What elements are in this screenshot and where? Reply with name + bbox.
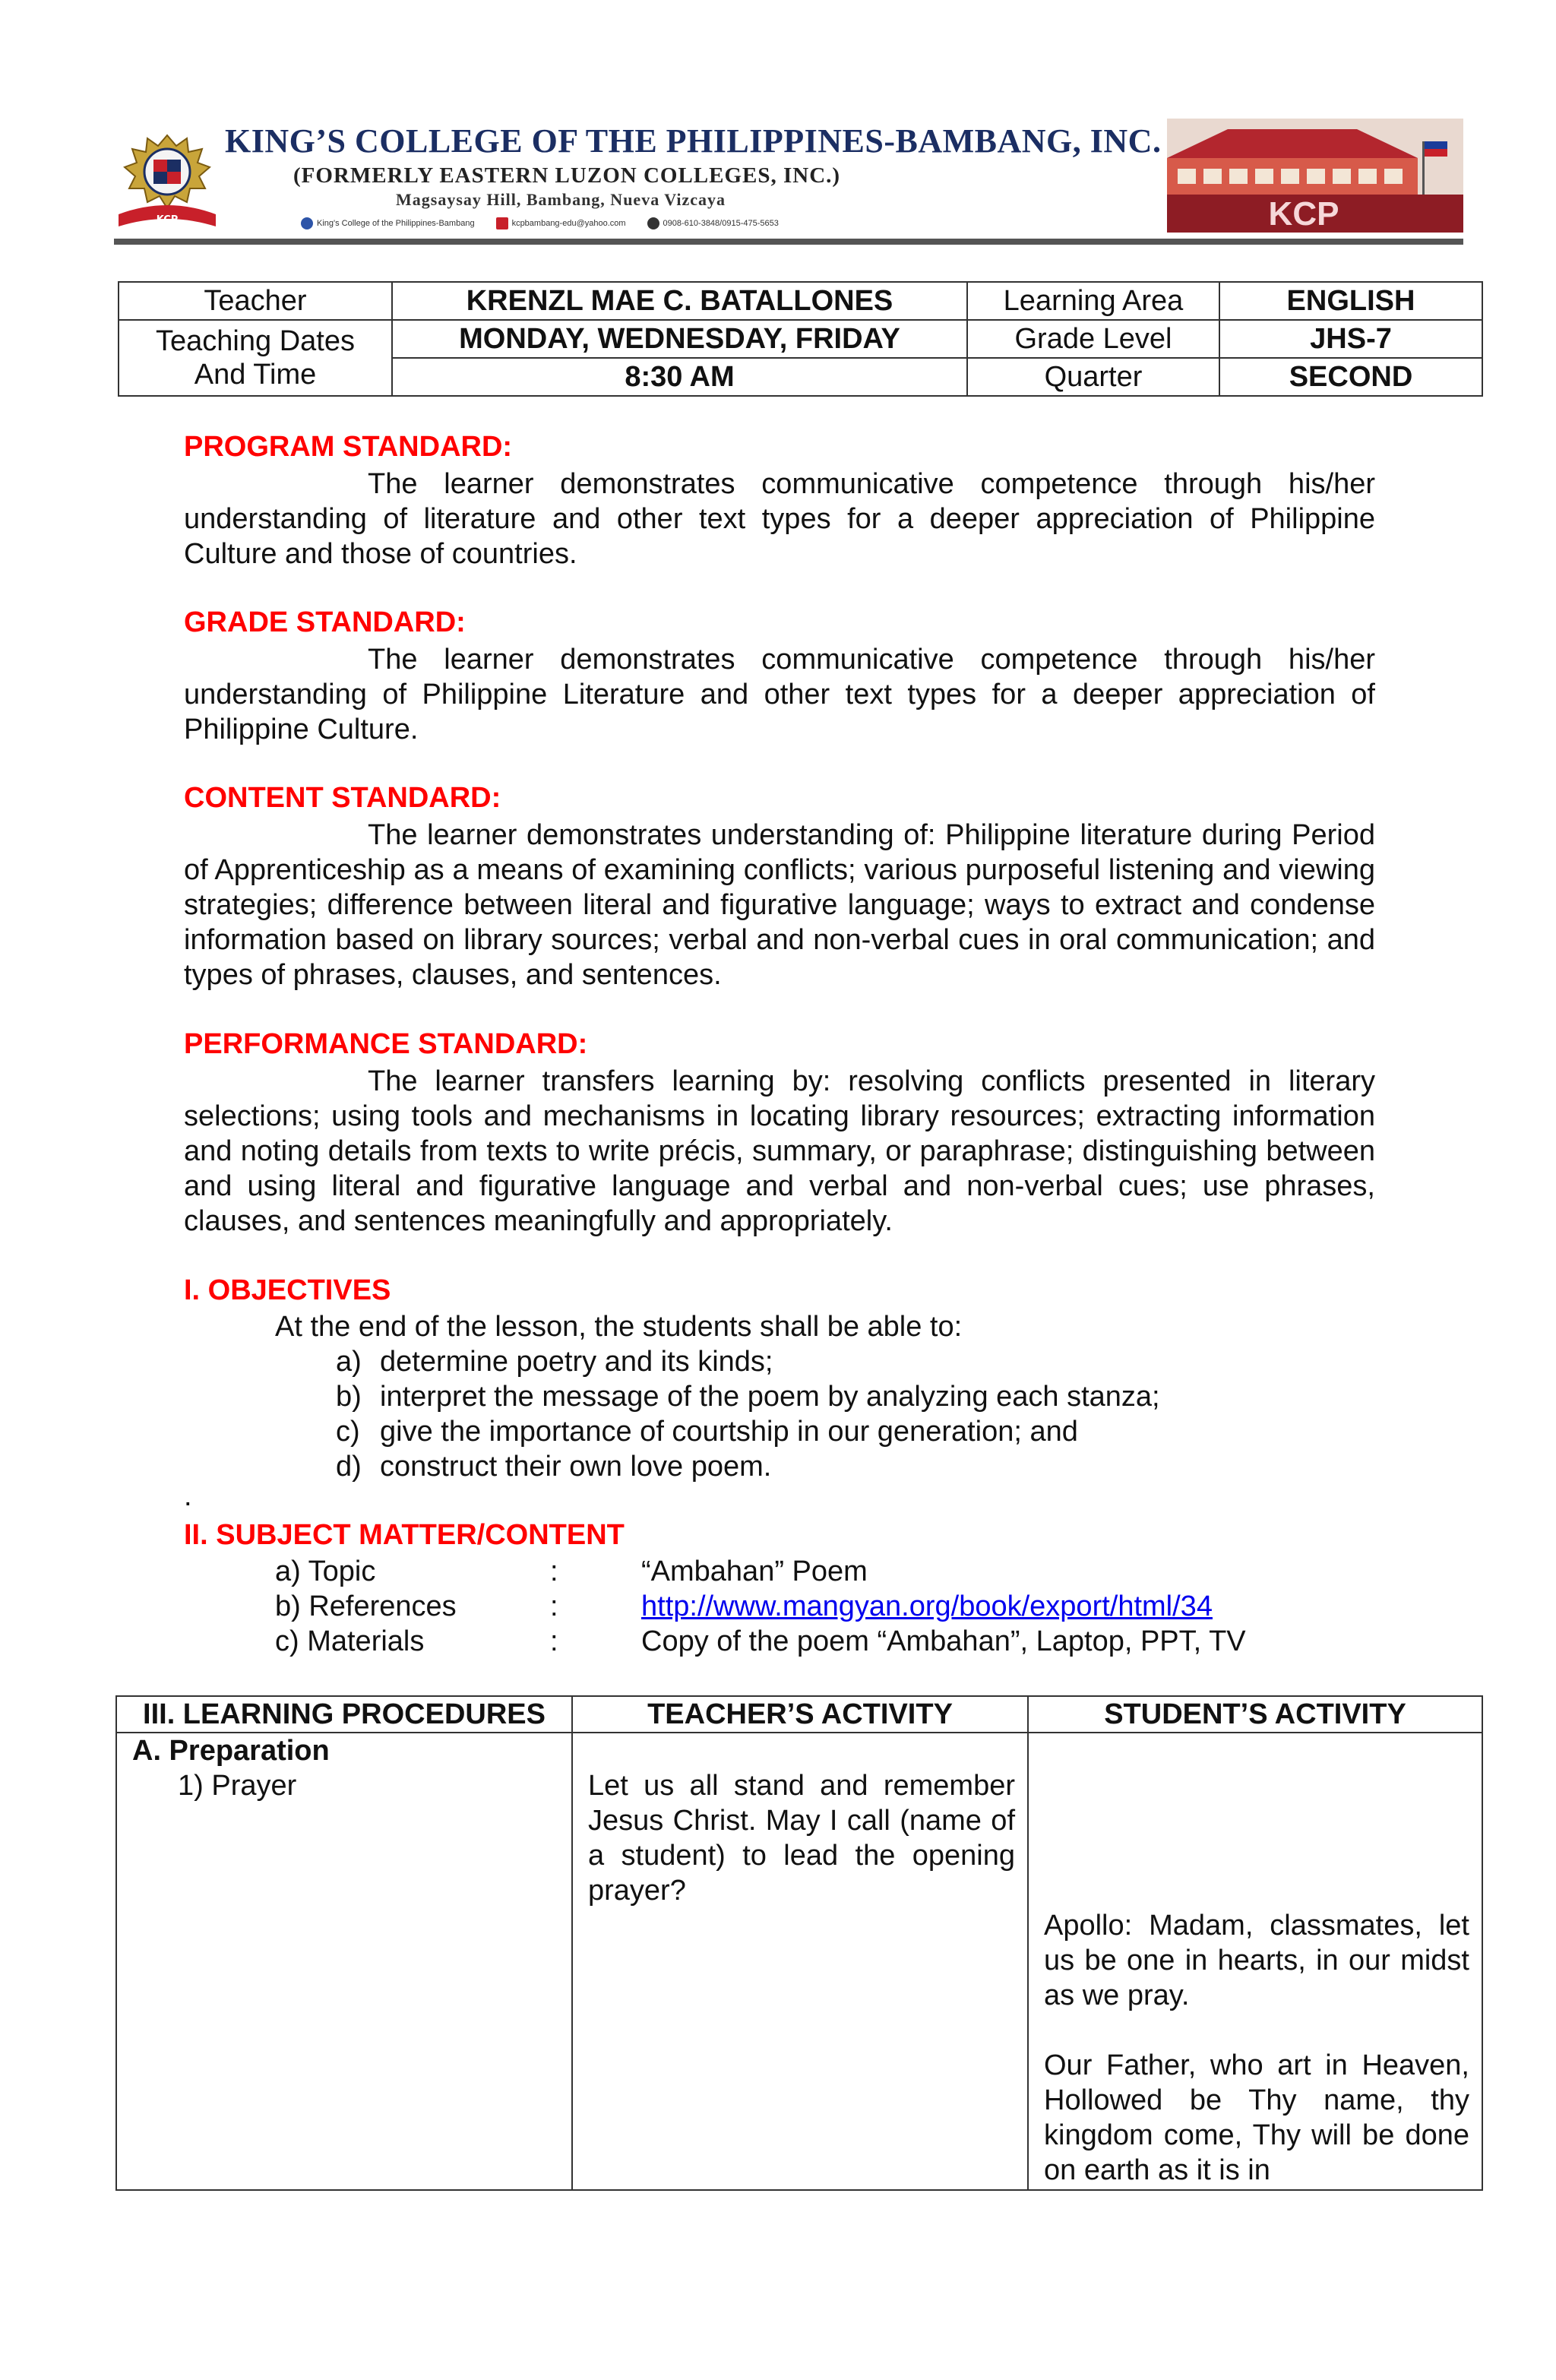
teaching-dates-label-line2: And Time (194, 359, 317, 391)
topic-value: “Ambahan” Poem (641, 1556, 868, 1587)
building-sign: KCP (1268, 195, 1339, 233)
performance-standard-text: The learner transfers learning by: resolving conflicts presented in literary selections; using tools and mechanisms in locating library resources; extracting information and noting details from texts to write précis, summary, or paraphrase; distinguishing between and using literal and figurative language and verbal and non-verbal cues; use phrases, clauses, and sentences meaningfully and appropriately. (184, 1065, 1375, 1237)
objective-c: give the importance of courtship in our generation; and (380, 1416, 1078, 1448)
teacher-prayer-text: Let us all stand and remember Jesus Christ. May I call (name of a student) to lead the opening prayer? (588, 1770, 1015, 1907)
seal-text: KCP (156, 214, 179, 226)
procedure-cell (116, 1733, 572, 2190)
preparation-row (116, 1733, 1482, 2190)
objective-a: determine poetry and its kinds; (380, 1346, 773, 1378)
learning-procedures-table (115, 1695, 1483, 2191)
letterhead (114, 112, 1463, 245)
contact-row (301, 217, 1159, 229)
procedures-header-row (116, 1696, 1482, 1733)
college-address: Magsaysay Hill, Bambang, Nueva Vizcaya (396, 190, 726, 209)
objective-a-letter: a) (336, 1346, 362, 1378)
references-colon: : (550, 1590, 558, 1622)
preparation-label: A. Preparation (132, 1735, 330, 1767)
mail-icon (496, 217, 508, 229)
header-divider (114, 239, 1463, 245)
teaching-time-value: 8:30 AM (392, 358, 967, 396)
grade-standard-heading: GRADE STANDARD: (184, 606, 466, 638)
college-title-block (225, 122, 1162, 229)
lesson-info-table (118, 281, 1483, 397)
stray-period: . (184, 1480, 192, 1512)
teaching-dates-label-line1: Teaching Dates (156, 325, 355, 357)
student-prayer-text: Our Father, who art in Heaven, Hollowed be Thy name, thy kingdom come, Thy will be done on earth as it is in (1044, 2049, 1469, 2186)
teaching-dates-label (119, 320, 392, 396)
college-seal-icon (114, 132, 220, 233)
phone-icon (647, 217, 659, 229)
materials-label: c) Materials (275, 1625, 425, 1657)
grade-level-label: Grade Level (967, 320, 1219, 358)
grade-standard-text: The learner demonstrates communicative competence through his/her understanding of Philippine Literature and other text types for a deeper appreciation of Philippine Culture. (184, 644, 1375, 745)
materials-colon: : (550, 1625, 558, 1657)
learning-area-value: ENGLISH (1219, 282, 1482, 320)
quarter-value: SECOND (1219, 358, 1482, 396)
program-standard-heading: PROGRAM STANDARD: (184, 431, 513, 463)
objective-b-letter: b) (336, 1381, 362, 1413)
college-former-name: (FORMERLY EASTERN LUZON COLLEGES, INC.) (293, 163, 841, 188)
program-standard-text: The learner demonstrates communicative competence through his/her understanding of literature and other text types for a deeper appreciation of Philippine Culture and those of countries. (184, 468, 1375, 570)
grade-level-value: JHS-7 (1219, 320, 1482, 358)
teacher-activity-header: TEACHER’S ACTIVITY (572, 1696, 1028, 1733)
procedures-header: III. LEARNING PROCEDURES (116, 1696, 572, 1733)
objective-c-letter: c) (336, 1416, 360, 1448)
subject-matter-heading: II. SUBJECT MATTER/CONTENT (184, 1519, 625, 1551)
objective-d: construct their own love poem. (380, 1451, 772, 1483)
performance-standard-heading: PERFORMANCE STANDARD: (184, 1028, 588, 1060)
campus-building-image (1167, 119, 1463, 233)
content-standard-text: The learner demonstrates understanding of: Philippine literature during Period of Apprenticeship as a means of examining conflicts; various purposeful listening and viewing strategies; difference between literal and figurative language; ways to extract and condense information based on library sources; verbal and non-verbal cues in oral communication; and types of phrases, clauses, and sentences. (184, 819, 1375, 991)
objectives-heading: I. OBJECTIVES (184, 1274, 391, 1306)
teacher-label: Teacher (119, 282, 392, 320)
quarter-label: Quarter (967, 358, 1219, 396)
college-name: KING’S COLLEGE OF THE PHILIPPINES-BAMBANG, INC. (225, 122, 1162, 160)
contact-email: kcpbambang-edu@yahoo.com (496, 217, 626, 229)
topic-colon: : (550, 1556, 558, 1587)
materials-value: Copy of the poem “Ambahan”, Laptop, PPT, TV (641, 1625, 1246, 1657)
student-prayer-opening: Apollo: Madam, classmates, let us be one in hearts, in our midst as we pray. (1044, 1910, 1469, 2011)
teacher-value: KRENZL MAE C. BATALLONES (392, 282, 967, 320)
prayer-step: 1) Prayer (178, 1770, 297, 1802)
topic-label: a) Topic (275, 1556, 376, 1587)
contact-phone: 0908-610-3848/0915-475-5653 (647, 217, 779, 229)
objectives-intro: At the end of the lesson, the students shall be able to: (275, 1311, 963, 1343)
learning-area-label: Learning Area (967, 282, 1219, 320)
contact-facebook: King's College of the Philippines-Bambang (301, 217, 475, 229)
references-link[interactable]: http://www.mangyan.org/book/export/html/34 (641, 1590, 1213, 1622)
facebook-icon (301, 217, 313, 229)
references-label: b) References (275, 1590, 457, 1622)
student-activity-header: STUDENT’S ACTIVITY (1028, 1696, 1482, 1733)
teacher-activity-cell (572, 1733, 1028, 2190)
objective-b: interpret the message of the poem by analyzing each stanza; (380, 1381, 1160, 1413)
content-standard-heading: CONTENT STANDARD: (184, 782, 501, 814)
student-activity-cell (1028, 1733, 1482, 2190)
teaching-days-value: MONDAY, WEDNESDAY, FRIDAY (392, 320, 967, 358)
objective-d-letter: d) (336, 1451, 362, 1483)
